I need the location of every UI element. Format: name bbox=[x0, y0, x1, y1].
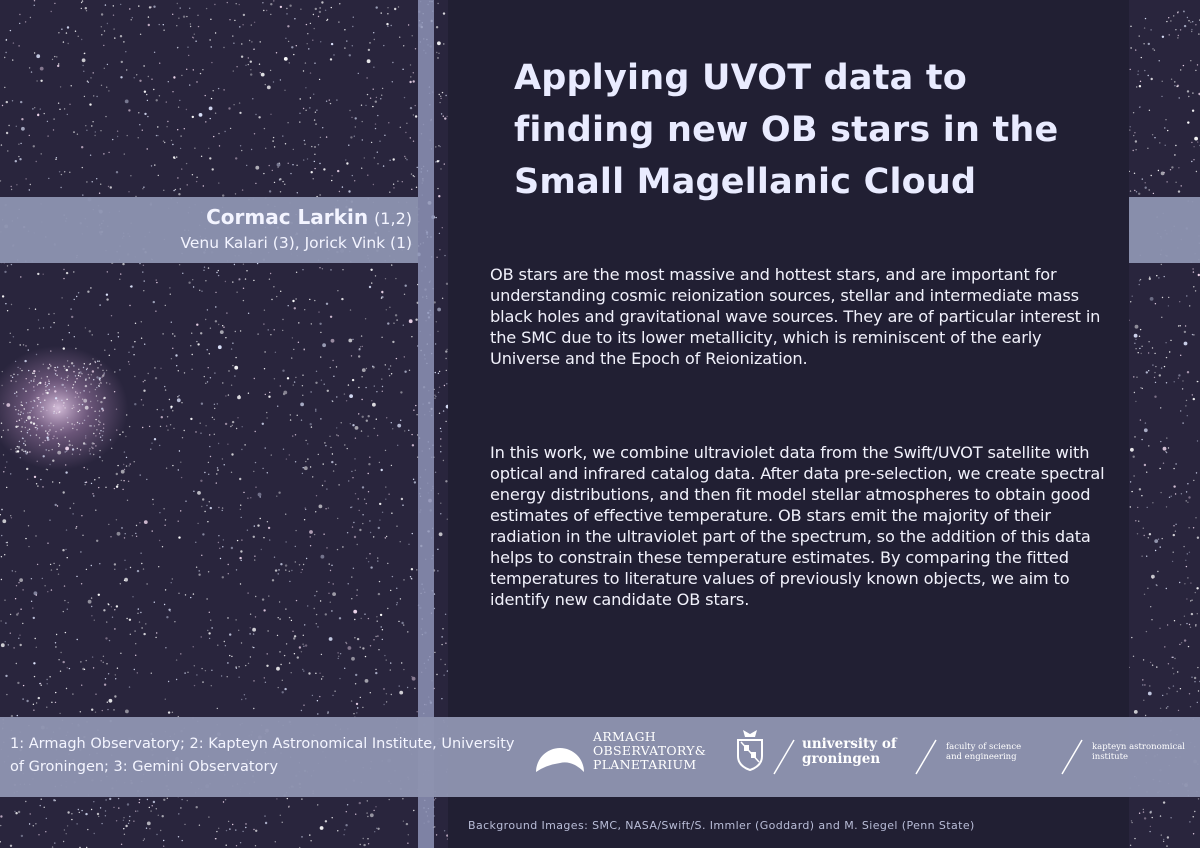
main-author-name: Cormac Larkin bbox=[206, 205, 369, 229]
abstract-paragraph-2: In this work, we combine ultraviolet data from the Swift/UVOT satellite with optical and infrared catalog data. After data pre-selection, we create spectral energy distributions, and then fit model stellar atmospheres to obtain good estimates of effective temperature. OB stars emit the majority of their radiation in the ultraviolet part of the spectrum, so the addition of this data helps to constrain these temperature estimates. By comparing the fitted temperatures to literature values of previously known objects, we aim to identify new candidate OB stars. bbox=[490, 443, 1105, 609]
groningen-logo-text bbox=[802, 737, 897, 767]
abstract-paragraph-1: OB stars are the most massive and hottest stars, and are important for understanding cosmic reionization sources, stellar and intermediate mass black holes and gravitational wave sources. They are of particular interest in the SMC due to its lower metallicity, which is reminiscent of the early Universe and the Epoch of Reionization. bbox=[490, 265, 1101, 368]
coauthors: Venu Kalari (3), Jorick Vink (1) bbox=[180, 234, 412, 252]
armagh-line-2: OBSERVATORY& bbox=[593, 743, 707, 758]
divider-slash-3 bbox=[1058, 738, 1086, 778]
groningen-crest-icon bbox=[735, 728, 765, 772]
divider-slash-1 bbox=[770, 738, 798, 778]
armagh-line-1: ARMAGH bbox=[593, 729, 656, 744]
faculty-logo-text bbox=[946, 742, 1021, 762]
kapteyn-line-2: institute bbox=[1092, 752, 1129, 762]
armagh-dome-icon bbox=[534, 730, 586, 776]
author-band-right bbox=[1129, 197, 1200, 263]
faculty-line-2: and engineering bbox=[946, 752, 1017, 762]
poster-title: Applying UVOT data to finding new OB stars in the Small Magellanic Cloud bbox=[514, 58, 1059, 202]
armagh-logo-text bbox=[593, 730, 706, 772]
armagh-line-3: PLANETARIUM bbox=[593, 757, 697, 772]
kapteyn-line-1: kapteyn astronomical bbox=[1092, 742, 1186, 752]
groningen-line-1: university of bbox=[802, 736, 897, 752]
affiliations-text: 1: Armagh Observatory; 2: Kapteyn Astronomical Institute, University of Groningen; 3: Gemini Observatory bbox=[10, 736, 515, 775]
faculty-line-1: faculty of science bbox=[946, 742, 1022, 752]
kapteyn-logo-text bbox=[1092, 742, 1185, 762]
main-author-affiliation: (1,2) bbox=[374, 209, 412, 228]
image-credit: Background Images: SMC, NASA/Swift/S. Immler (Goddard) and M. Siegel (Penn State) bbox=[468, 819, 975, 832]
groningen-line-2: groningen bbox=[802, 751, 881, 767]
main-author bbox=[206, 205, 412, 229]
divider-slash-2 bbox=[912, 738, 940, 778]
